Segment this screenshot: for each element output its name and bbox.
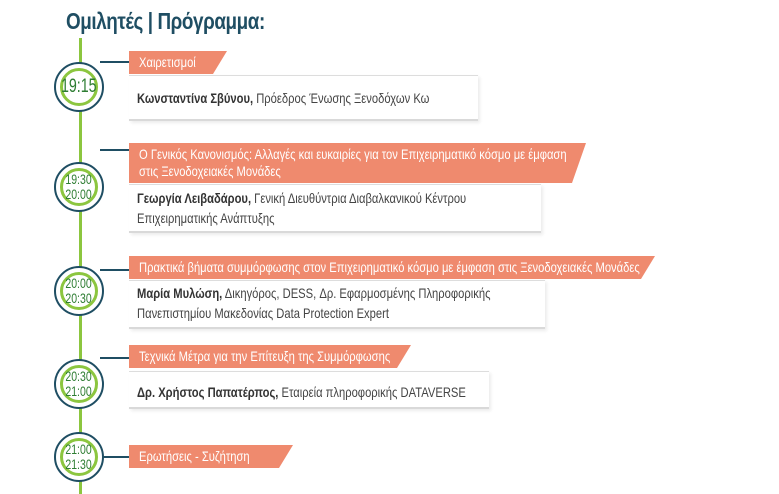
session-title-banner (129, 143, 572, 183)
speaker-name: Δρ. Χρήστος Παπατέρπος, (137, 384, 279, 400)
time-start: 20:30 (65, 368, 93, 384)
clock-icon (54, 432, 104, 482)
session-title-banner (129, 256, 641, 279)
speaker-role: Γενική Διευθύντρια Διαβαλκανικού Κέντρου (251, 190, 467, 206)
speaker-role-cont: Πανεπιστημίου Μακεδονίας Data Protection Expert (137, 305, 389, 321)
session-title-banner (129, 445, 279, 468)
speaker-name: Κωνσταντίνα Σβύνου, (137, 90, 254, 106)
speaker-role-cont: Επιχειρηματικής Ανάπτυξης (137, 210, 275, 226)
clock-icon (54, 162, 104, 212)
speaker-card (129, 280, 545, 329)
speaker-line (129, 283, 491, 303)
session-title: Πρακτικά βήματα συμμόρφωσης στον Επιχειρηματικό κόσμο με έμφαση στις Ξενοδοχειακές Μονάδες (139, 259, 640, 275)
session-title-banner (129, 51, 213, 74)
speaker-role: Εταιρεία πληροφορικής DATAVERSE (278, 384, 466, 400)
time-start: 19:30 (65, 171, 93, 187)
session-title: Τεχνικά Μέτρα για την Επίτευξη της Συμμόρφωσης (139, 348, 391, 364)
time-start: 20:00 (65, 275, 93, 291)
speaker-card (129, 75, 478, 121)
session-title: Ο Γενικός Κανονισμός: Αλλαγές και ευκαιρίες για τον Επιχειρηματικό κόσμο με έμφαση στις Ξενοδοχειακές Μονάδες (139, 146, 567, 179)
speaker-line (129, 88, 430, 108)
speaker-card (129, 184, 541, 233)
session-title: Ερωτήσεις - Συζήτηση (139, 448, 250, 464)
speaker-role: Πρόεδρος Ένωσης Ξενοδόχων Κω (253, 90, 430, 106)
time-start: 21:00 (65, 441, 93, 457)
time-end: 21:30 (65, 456, 93, 472)
session-title: Χαιρετισμοί (139, 54, 196, 70)
clock-icon (54, 266, 104, 316)
clock-icon (54, 359, 104, 409)
time-start: 19:15 (61, 76, 97, 97)
speaker-card (129, 371, 489, 409)
time-end: 21:00 (65, 383, 93, 399)
time-end: 20:30 (65, 290, 93, 306)
page-title: Ομιλητές | Πρόγραμμα: (66, 8, 265, 34)
speaker-name: Γεωργία Λειβαδάρου, (137, 190, 252, 206)
speaker-line (129, 382, 466, 402)
speaker-role: Δικηγόρος, DESS, Δρ. Εφαρμοσμένης Πληροφορικής (222, 285, 491, 301)
clock-icon (54, 62, 104, 112)
speaker-name: Μαρία Μυλώση, (137, 285, 223, 301)
time-end: 20:00 (65, 186, 93, 202)
session-title-banner (129, 345, 397, 368)
speaker-line (129, 188, 467, 208)
